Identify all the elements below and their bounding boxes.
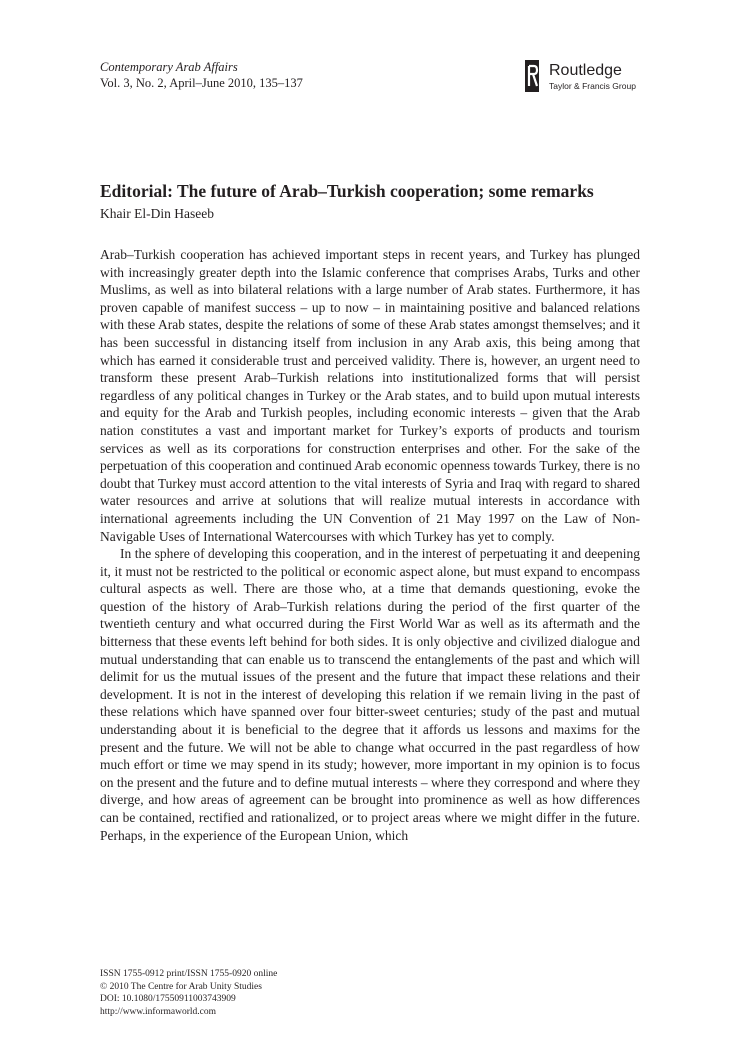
page-footer: [100, 968, 277, 1018]
publisher-group: Taylor & Francis Group: [549, 81, 636, 91]
routledge-logo-icon: [525, 60, 539, 92]
body-paragraph: In the sphere of developing this cooperation, and in the interest of perpetuating it and deepening it, it must not be restricted to the political or economic aspect alone, but must expand to encompass cultural aspects as well. There are those who, at a time that demands questioning, evoke the question of the history of Arab–Turkish relations during the period of the first quarter of the twentieth century and what occurred during the First World War as well as its aftermath and the bitterness that these events left behind for both sides. It is only objective and civilized dialogue and mutual understanding that can enable us to transcend the entanglements of the past and which will delimit for us the mutual issues of the present and the future that impact these relations and their development. It is not in the interest of developing this relation if we remain living in the past of these relations which have spanned over four bitter-sweet centuries; study of the past and mutual understanding about it is beneficial to the degree that it affords us lessons and maxims for the present and the future. We will not be able to change what occurred in the past regardless of how much effort or time we may spend in its study; however, more important in my opinion is to focus on the present and the future and to define mutual interests – where they correspond and where they diverge, and how areas of agreement can be brought into prominence as well as how differences can be contained, rectified and rationalized, or to project areas where we might differ in the future. Perhaps, in the experience of the European Union, which: [100, 546, 640, 843]
article-body: [100, 246, 640, 844]
journal-header: [100, 59, 303, 91]
body-paragraph: Arab–Turkish cooperation has achieved important steps in recent years, and Turkey has plunged with increasingly greater depth into the Islamic conference that comprises Arabs, Turks and other Muslims, as well as into bilateral relations with a large number of Arab states. Furthermore, it has proven capable of manifest success – up to now – in maintaining positive and balanced relations with these Arab states, despite the relations of some of these Arab states amongst themselves; and it has been successful in distancing itself from inclusion in any Arab axis, this being among that which has earned it considerable trust and perceived validity. There is, however, an urgent need to transform these present Arab–Turkish relations into institutionalized forms that will persist regardless of any political changes in Turkey or the Arab states, and to build upon mutual interests and equity for the Arab and Turkish peoples, including economic interests – given that the Arab nation constitutes a vast and important market for Turkey’s exports of products and tourism services as well as its corporations for construction enterprises and other. For the sake of the perpetuation of this cooperation and continued Arab economic openness towards Turkey, there is no doubt that Turkey must accord attention to the vital interests of Syria and Iraq with regard to shared water resources and arrive at solutions that will realize mutual interests in accordance with international agreements including the UN Convention of 21 May 1997 on the Law of Non-Navigable Uses of International Watercourses with which Turkey has yet to comply.: [100, 247, 640, 544]
journal-name: Contemporary Arab Affairs: [100, 60, 238, 74]
doi-line: DOI: 10.1080/17550911003743909: [100, 994, 236, 1004]
publisher-name: Routledge: [549, 62, 622, 79]
issue-info: Vol. 3, No. 2, April–June 2010, 135–137: [100, 76, 303, 90]
publisher-logo: [525, 60, 675, 94]
article-author: Khair El-Din Haseeb: [100, 206, 214, 221]
issn-line: ISSN 1755-0912 print/ISSN 1755-0920 online: [100, 969, 278, 979]
article-title: Editorial: The future of Arab–Turkish cooperation; some remarks: [100, 181, 594, 201]
copyright-line: © 2010 The Centre for Arab Unity Studies: [100, 981, 262, 992]
url-link[interactable]: http://www.informaworld.com: [100, 1006, 217, 1017]
